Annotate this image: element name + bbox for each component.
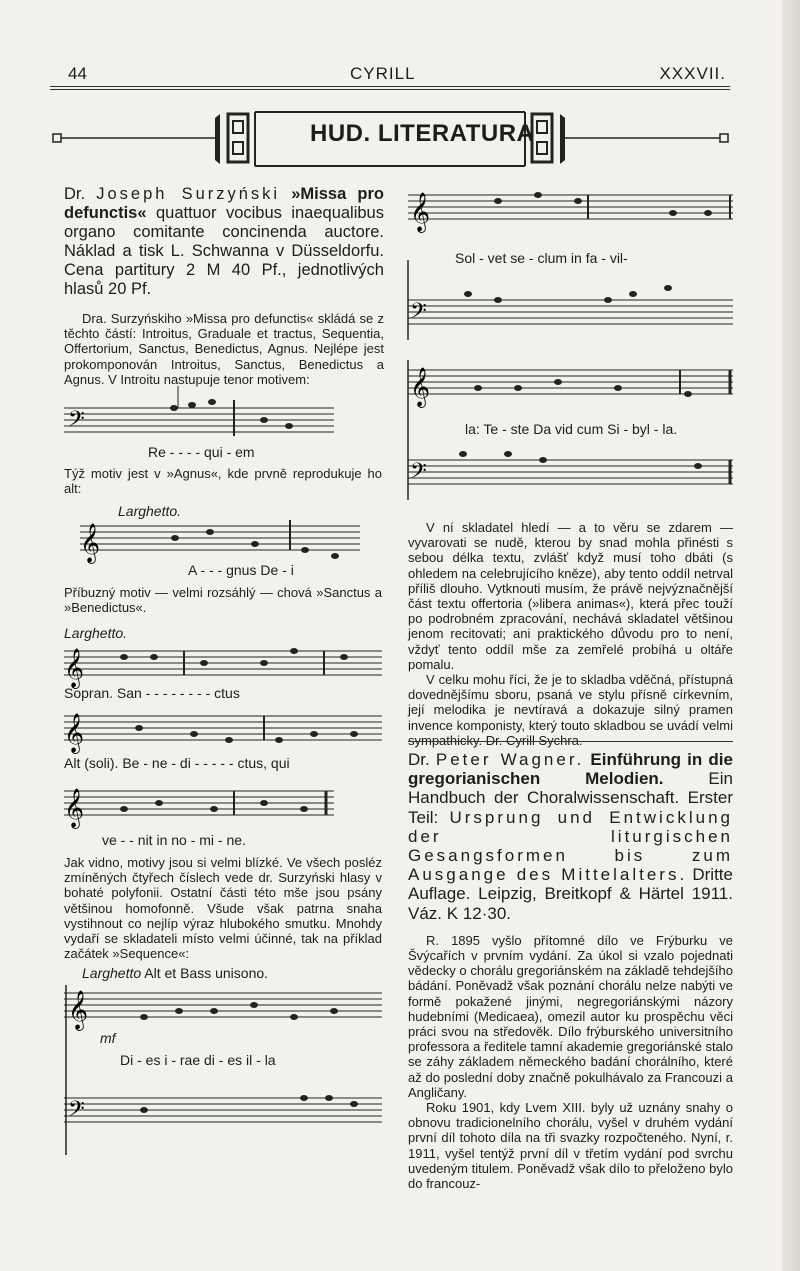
review1-p5: V ní skladatel hledí — a to věru se zdarem — vyvarovati se nudě, kterou by snad mohla přinésti s sebou délka textu, zvlášť když musí toho dbáti (s ohledem na celebrujícího kněze), aby tento oddíl netrval příliš dlouho. Vytknouti musím, že právě nejvýznačnější část textu offertoria (»libera animas«), která přec touží po podrobném zpracování, nechává skladatel většinou jenom recitovati; ani praktického důvodu pro to není, vždyť tento oddíl mše za zemřelé probíhá u oltáře pomalu. [408, 520, 733, 672]
header-rule-2 [50, 89, 730, 90]
section-banner [40, 108, 740, 170]
ex3-tempo: Larghetto. [64, 625, 128, 641]
svg-text:𝄞: 𝄞 [80, 523, 101, 563]
journal-name: CYRILL [350, 64, 416, 83]
ex6-tempo: Larghetto [82, 965, 142, 981]
volume-number: XXXVII. [659, 64, 726, 83]
page-number: 44 [68, 64, 87, 83]
svg-text:𝄞: 𝄞 [64, 788, 85, 828]
music-example-7-bass [408, 280, 733, 340]
review2-publisher: Dritte Auflage. Leipzig, Breitkopf & Härtel 1911. Váz. K 12·30. [408, 865, 733, 923]
review2-work-title: Einführung in die gregorianischen Melodien. [408, 750, 733, 789]
review1-p5-p6 [408, 520, 733, 748]
ex4-lyrics: Alt (soli). Be - ne - di - - - - - ctus, qui [64, 755, 290, 771]
svg-text:𝄞: 𝄞 [410, 192, 431, 232]
review2-spaced-title: Ursprung und Entwicklung der liturgischen Gesangsformen bis zum Ausgange des Mittelalters. [408, 807, 733, 885]
review1-details: quattuor vocibus inaequalibus organo comitante concinenda auctore. Náklad a tisk L. Schwanna v Düsseldorfu. Cena partitury 2 M 40 Pf., jednotlivých hlasů 20 Pf. [64, 204, 384, 298]
review1-p1: Dra. Surzyńskiho »Missa pro defunctis« skládá se z těchto částí: Introitus, Graduale et tractus, Sequentia, Offertorium, Sanctus, Benedictus, Agnus. Nejlépe jest prokomponován Introitus, Sanctus, Benedictus a Agnus. V Introitu nastupuje tenor motivem: [64, 311, 384, 387]
music-example-6 [64, 985, 382, 1033]
svg-text:𝄢: 𝄢 [68, 1097, 85, 1127]
review1-p2: Týž motiv jest v »Agnus«, kde prvně reprodukuje ho alt: [64, 466, 382, 497]
music-example-3 [64, 645, 382, 688]
header-rule [50, 86, 730, 87]
ex7-lyrics: Sol - vet se - clum in fa - vil- [455, 250, 628, 266]
page-edge [782, 0, 800, 1271]
music-example-5 [64, 785, 334, 828]
review2-author-prefix: Dr. [408, 750, 430, 769]
running-header [50, 64, 730, 86]
ex8-lyrics: la: Te - ste Da vid cum Si - byl - la. [465, 421, 678, 437]
svg-text:𝄞: 𝄞 [68, 990, 89, 1030]
review2-heading [408, 750, 733, 923]
section-title: HUD. LITERATURA [310, 120, 535, 147]
review1-p4: Jak vidno, motivy jsou si velmi blízké. Ve všech posléz zmíněných čtyřech číslech vede dr. Surzyński hlasy v bohaté polyfonii. Ostatní části této mše jsou psány většinou homofonně. Všude však patrna snaha vystihnout co nejlíp výraz hlubokého smutku. Mnohdy vydaří se skladateli místo velmi účinné, tak na příklad začátek »Sequence«: [64, 855, 382, 962]
review1-work-title: »Missa pro defunctis« [64, 185, 384, 222]
svg-text:𝄢: 𝄢 [410, 299, 427, 329]
music-example-4 [64, 710, 382, 753]
review2-author: Peter Wagner. [435, 750, 585, 769]
svg-text:𝄞: 𝄞 [64, 713, 85, 753]
review1-p3: Příbuzný motiv — velmi rozsáhlý — chová »Sanctus a »Benedictus«. [64, 585, 382, 616]
review1-author: Joseph Surzyński [96, 185, 281, 203]
review1-p6 [408, 672, 733, 748]
music-example-1 [64, 400, 334, 440]
music-example-8 [408, 360, 733, 410]
ex6-note: Alt et Bass unisono. [144, 965, 269, 981]
review2-p1: R. 1895 vyšlo přítomné dílo ve Frýburku ve Švýcařích v prvním vydání. Za úkol si vzalo pojednati vědecky o chorálu gregoriánském na základě tehdejšího bádání. Poněvadž však poznání chorálu nelze nabýti ve formě pokažené jinými, negregoriánskými názory hudebními (Medicaea), omezil autor ku prospěchu věci práci svou na středověk. Dílo frýburského universitního professora a ředitele tamní akademie gregoriánské stalo se záhy základem německého badání chorálního, které až do poslední doby značně pokulhávalo za Francouzi a Angličany. [408, 932, 733, 1100]
svg-text:𝄞: 𝄞 [64, 648, 85, 688]
review-separator [408, 741, 733, 742]
music-example-2 [80, 520, 360, 563]
ex5-lyrics: ve - - nit in no - mi - ne. [102, 832, 246, 848]
ex1-lyrics: Re - - - - qui - em [148, 444, 255, 460]
ex6-lyrics: Di - es i - rae di - es il - la [120, 1052, 276, 1068]
review2-p2: Roku 1901, kdy Lvem XIII. byly už uznány snahy o obnovu tradicionelního chorálu, vyšel v druhém vydání první díl tohoto díla na tři svazky rozpočteného. Nyní, r. 1911, vyšel tentýž první díl v třetím vydání pod svrchu uvedeným titulem. Poněvadž však dílo to přeloženo bylo do francouz- [408, 1100, 733, 1192]
ex3-lyrics: Sopran. San - - - - - - - - ctus [64, 685, 240, 701]
left-column [64, 185, 384, 387]
ex6-heading [82, 965, 268, 981]
ex2-lyrics: A - - - gnus De - i [188, 562, 294, 578]
svg-text:𝄞: 𝄞 [410, 367, 431, 407]
review1-author-prefix: Dr. [64, 185, 86, 203]
music-example-6-bass [64, 1090, 382, 1140]
ex6-dynamic: mf [100, 1030, 116, 1046]
svg-text:𝄢: 𝄢 [68, 407, 85, 437]
review1-heading [64, 185, 384, 299]
svg-text:𝄢: 𝄢 [410, 459, 427, 489]
review1-signature: Dr. Cyrill Sychra. [485, 732, 583, 748]
review1-p6-text: V celku mohu říci, že je to skladba vděčná, přístupná dovednějšímu sboru, psaná ve stylu přísně církevním, její melodika je nevtíravá a dokazuje silný pramen invence komponisty, který touto skladbou se uvádí velmi sympathicky. [408, 672, 733, 748]
review2-subtitle: Ein Handbuch der Choralwissenschaft. Erster Teil: [408, 769, 733, 827]
music-example-8-bass [408, 450, 733, 500]
music-example-7 [408, 185, 733, 235]
ex2-tempo: Larghetto. [118, 503, 182, 519]
review2 [408, 750, 733, 1191]
